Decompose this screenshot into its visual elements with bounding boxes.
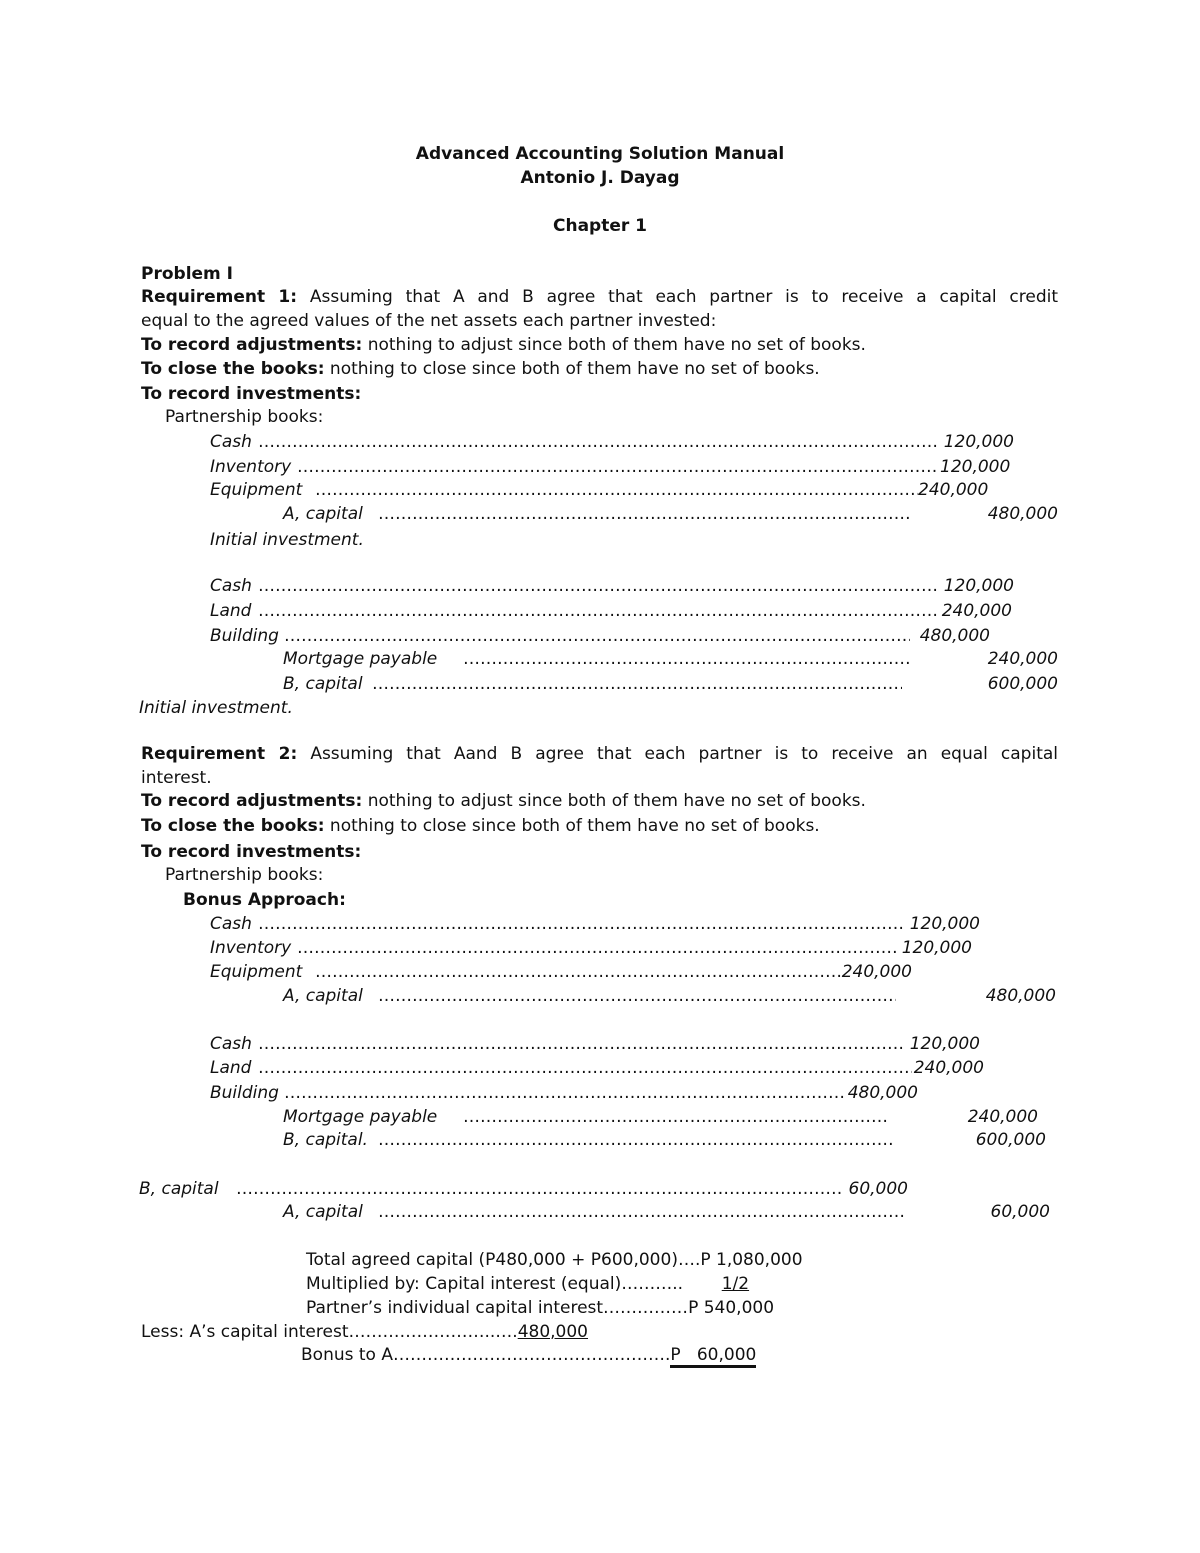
calc-total-amount: P 1,080,000 bbox=[700, 1250, 803, 1270]
calc-total-label: Total agreed capital (P480,000 + P600,000)…. bbox=[306, 1250, 701, 1270]
r1e2-cash-amount: 120,000 bbox=[943, 576, 1014, 596]
calc-individual-line bbox=[306, 1297, 774, 1319]
r1e2-b-capital-account: B, capital bbox=[283, 674, 363, 694]
r2e3-a-capital-account: A, capital bbox=[283, 1202, 363, 1222]
r2e1-cash-amount: 120,000 bbox=[909, 914, 980, 934]
r1e2-land-amount: 240,000 bbox=[941, 601, 1012, 621]
req2-adjust-text: nothing to adjust since both of them have no set of books. bbox=[367, 791, 866, 811]
r2e2-building-amount: 480,000 bbox=[847, 1083, 918, 1103]
r2e1-inventory-account: Inventory bbox=[210, 938, 292, 958]
r1e2-note: Initial investment. bbox=[139, 698, 293, 718]
r1e1-cash-amount: 120,000 bbox=[943, 432, 1014, 452]
leader-dots bbox=[463, 648, 910, 670]
leader-dots bbox=[284, 1082, 846, 1104]
r1e1-note: Initial investment. bbox=[210, 530, 364, 550]
req1-text1: Assuming that A and B agree that each partner is to receive a capital credit bbox=[309, 287, 1059, 307]
calc-bonus-label: Bonus to A…………………………………………. bbox=[301, 1345, 671, 1365]
bonus-approach-heading: Bonus Approach: bbox=[183, 890, 346, 910]
req1-adjust-line bbox=[141, 334, 866, 356]
r1e1-a-capital-amount: 480,000 bbox=[987, 504, 1058, 524]
r2e2-b-capital-account: B, capital. bbox=[283, 1130, 368, 1150]
problem-heading: Problem I bbox=[141, 264, 234, 284]
calc-multiplier-amount: 1/2 bbox=[721, 1274, 750, 1294]
r2e1-a-capital-amount: 480,000 bbox=[985, 986, 1056, 1006]
leader-dots bbox=[315, 961, 841, 983]
leader-dots bbox=[297, 456, 938, 478]
calc-multiplier-line bbox=[306, 1273, 749, 1295]
calc-less-label: Less: A’s capital interest……………………..…. bbox=[141, 1322, 518, 1342]
r2e3-b-capital-amount: 60,000 bbox=[848, 1179, 908, 1199]
r2e1-a-capital-account: A, capital bbox=[283, 986, 363, 1006]
leader-dots bbox=[378, 1129, 892, 1151]
leader-dots bbox=[236, 1178, 842, 1200]
leader-dots bbox=[258, 431, 938, 453]
document-title: Advanced Accounting Solution Manual bbox=[415, 144, 785, 164]
req1-paragraph-line1 bbox=[141, 286, 1058, 309]
req2-close-text: nothing to close since both of them have no set of books. bbox=[329, 816, 820, 836]
r2e1-cash-account: Cash bbox=[210, 914, 252, 934]
leader-dots bbox=[372, 673, 902, 695]
req1-label: Requirement 1: bbox=[141, 287, 298, 307]
req1-close-label: To close the books: bbox=[141, 359, 325, 379]
req1-text2: equal to the agreed values of the net assets each partner invested: bbox=[141, 311, 717, 331]
req2-investments-label: To record investments: bbox=[141, 842, 362, 862]
r1e2-land-account: Land bbox=[210, 601, 252, 621]
r1e1-equipment-account: Equipment bbox=[210, 480, 303, 500]
calc-bonus-amount: P 60,000 bbox=[670, 1346, 756, 1368]
r2e1-equipment-account: Equipment bbox=[210, 962, 303, 982]
req2-paragraph-line1 bbox=[141, 743, 1058, 766]
r1e2-building-account: Building bbox=[210, 626, 279, 646]
leader-dots bbox=[315, 479, 918, 501]
document-author: Antonio J. Dayag bbox=[520, 168, 680, 188]
req1-adjust-label: To record adjustments: bbox=[141, 335, 363, 355]
calc-less-amount: 480,000 bbox=[517, 1322, 589, 1342]
r1e1-inventory-account: Inventory bbox=[210, 457, 292, 477]
req1-close-line bbox=[141, 358, 820, 380]
leader-dots bbox=[258, 1033, 904, 1055]
r2e1-equipment-amount: 240,000 bbox=[841, 962, 912, 982]
leader-dots bbox=[378, 985, 896, 1007]
leader-dots bbox=[258, 913, 904, 935]
leader-dots bbox=[463, 1106, 887, 1128]
r2e2-land-amount: 240,000 bbox=[913, 1058, 984, 1078]
r1e1-a-capital-account: A, capital bbox=[283, 504, 363, 524]
calc-multiplier-label: Multiplied by: Capital interest (equal)……….. bbox=[306, 1274, 684, 1294]
leader-dots bbox=[258, 600, 938, 622]
calc-individual-amount: P 540,000 bbox=[688, 1298, 775, 1318]
r1e2-mortgage-amount: 240,000 bbox=[987, 649, 1058, 669]
calc-less-line bbox=[141, 1321, 588, 1343]
r1e2-b-capital-amount: 600,000 bbox=[987, 674, 1058, 694]
calc-bonus-line bbox=[301, 1344, 756, 1368]
calc-individual-label: Partner’s individual capital interest…………… bbox=[306, 1298, 689, 1318]
leader-dots bbox=[284, 625, 910, 647]
req2-close-line bbox=[141, 815, 820, 837]
chapter-heading: Chapter 1 bbox=[552, 216, 647, 236]
r2e2-cash-account: Cash bbox=[210, 1034, 252, 1054]
calc-total-line bbox=[306, 1249, 803, 1271]
r1e1-equipment-amount: 240,000 bbox=[918, 480, 989, 500]
req1-close-text: nothing to close since both of them have no set of books. bbox=[329, 359, 820, 379]
leader-dots bbox=[258, 575, 938, 597]
leader-dots bbox=[378, 1201, 904, 1223]
r2e2-building-account: Building bbox=[210, 1083, 279, 1103]
req2-adjust-label: To record adjustments: bbox=[141, 791, 363, 811]
leader-dots bbox=[297, 937, 897, 959]
r2e3-b-capital-account: B, capital bbox=[139, 1179, 219, 1199]
req1-investments-label: To record investments: bbox=[141, 384, 362, 404]
r1e2-mortgage-account: Mortgage payable bbox=[283, 649, 438, 669]
r2e2-b-capital-amount: 600,000 bbox=[975, 1130, 1046, 1150]
req2-text2: interest. bbox=[141, 768, 212, 788]
req2-label: Requirement 2: bbox=[141, 744, 298, 764]
r1e2-cash-account: Cash bbox=[210, 576, 252, 596]
leader-dots bbox=[378, 503, 910, 525]
leader-dots bbox=[258, 1057, 912, 1079]
req2-close-label: To close the books: bbox=[141, 816, 325, 836]
req2-books-label: Partnership books: bbox=[165, 865, 324, 885]
r2e2-mortgage-amount: 240,000 bbox=[967, 1107, 1038, 1127]
r2e3-a-capital-amount: 60,000 bbox=[990, 1202, 1050, 1222]
r2e1-inventory-amount: 120,000 bbox=[901, 938, 972, 958]
r2e2-cash-amount: 120,000 bbox=[909, 1034, 980, 1054]
req2-adjust-line bbox=[141, 790, 866, 812]
r1e1-cash-account: Cash bbox=[210, 432, 252, 452]
r2e2-land-account: Land bbox=[210, 1058, 252, 1078]
req1-books-label: Partnership books: bbox=[165, 407, 324, 427]
r1e2-building-amount: 480,000 bbox=[919, 626, 990, 646]
r1e1-inventory-amount: 120,000 bbox=[940, 457, 1011, 477]
req2-text1: Assuming that Aand B agree that each partner is to receive an equal capital bbox=[310, 744, 1058, 764]
req1-adjust-text: nothing to adjust since both of them have no set of books. bbox=[367, 335, 866, 355]
r2e2-mortgage-account: Mortgage payable bbox=[283, 1107, 438, 1127]
